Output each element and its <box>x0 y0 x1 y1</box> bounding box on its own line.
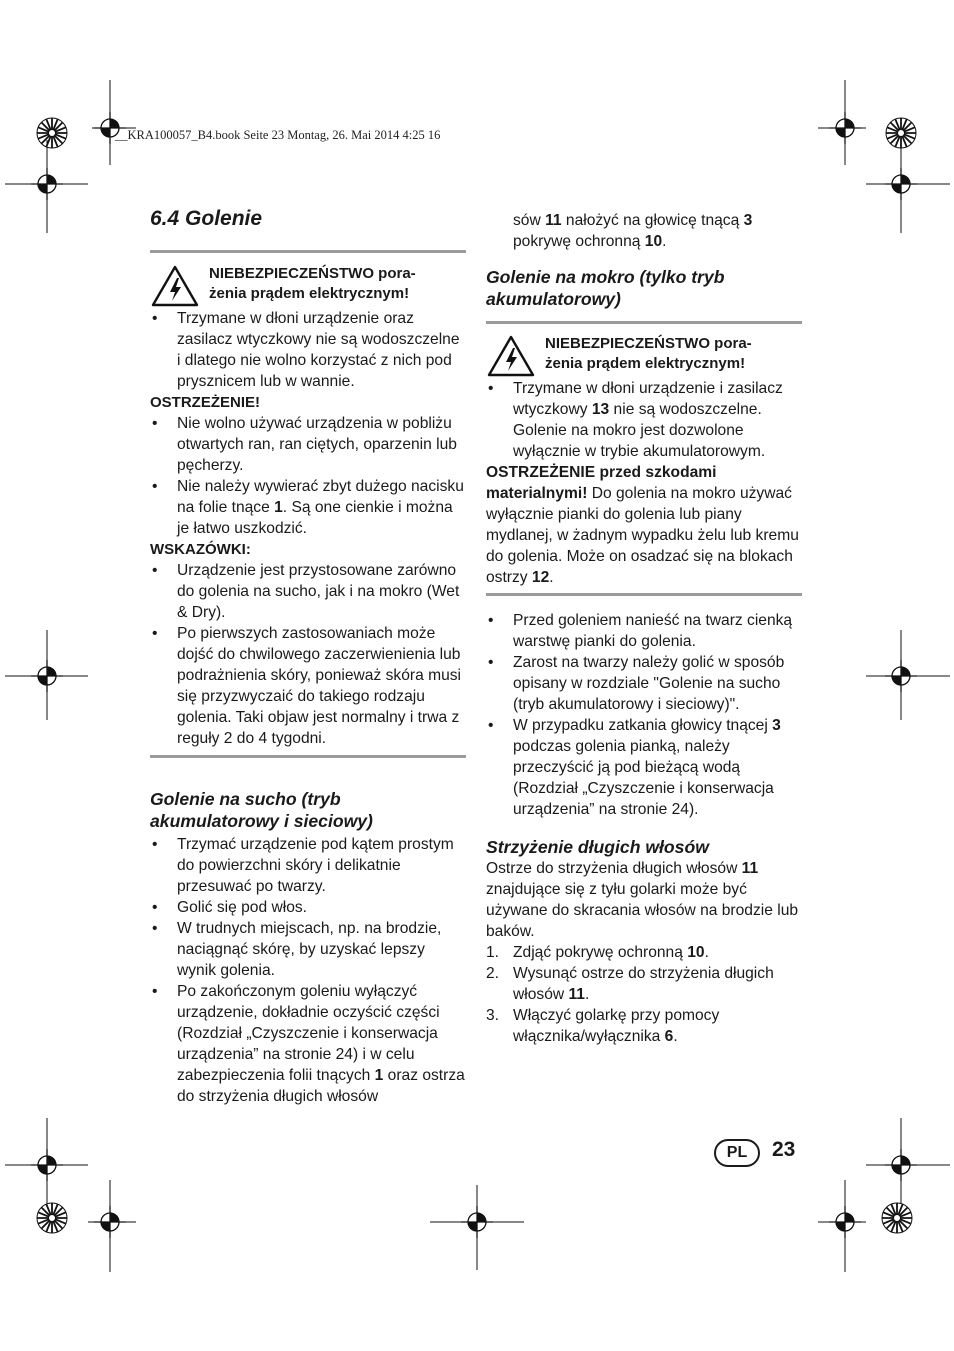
trimming-intro <box>486 858 802 942</box>
text-segment: sów <box>513 212 546 229</box>
step-text: Włączyć golarkę przy pomocy włącznika/wyłącznika <box>513 1007 720 1045</box>
list-item <box>150 476 466 539</box>
list-item-text: Trzymane w dłoni urządzenie i zasilacz wtyczkowy <box>513 380 783 418</box>
list-item-text: oraz ostrza do strzyżenia długich włosów <box>177 1067 465 1105</box>
step-item <box>486 1005 802 1047</box>
tips-list <box>150 560 466 749</box>
danger-title-line2: żenia prądem elektrycznym! <box>209 285 410 302</box>
danger-title-line1: NIEBEZPIECZEŃSTWO pora- <box>209 265 416 282</box>
step-text: . <box>704 944 709 961</box>
step-text: Zdjąć pokrywę ochronną <box>513 944 688 961</box>
right-column-main <box>486 266 802 1047</box>
list-item <box>486 378 802 462</box>
part-number: 3 <box>743 212 753 229</box>
divider <box>150 250 466 253</box>
part-number: 1 <box>274 499 283 516</box>
list-item-text: podczas golenia pianką, należy przeczyścić ją pod bieżącą wodą (Rozdział „Czyszczenie i konserwacja urządzenia” na stronie 24). <box>513 738 774 818</box>
divider <box>486 321 802 324</box>
section-title: 6.4 Golenie <box>150 207 263 230</box>
step-item <box>486 942 802 963</box>
page-number: 23 <box>772 1138 796 1161</box>
danger-title-line1: NIEBEZPIECZEŃSTWO pora- <box>545 335 752 352</box>
part-number: 12 <box>531 569 550 586</box>
part-number: 3 <box>772 717 781 734</box>
trimming-intro-text: Ostrze do strzyżenia długich włosów <box>486 860 742 877</box>
material-warning-text: Do golenia na mokro używać wyłącznie pianki do golenia lub piany mydlanej, w żadnym wypadku żelu lub kremu do golenia. Może on osadzać się na blokach ostrzy <box>486 485 799 586</box>
list-item: • Trzymane w dłoni urządzenie oraz zasilacz wtyczkowy nie są wodoszczelne i dlatego nie wolno korzystać z nich pod prysznicem lub w wannie. <box>150 308 466 392</box>
step-number: 2. <box>486 965 500 982</box>
step-number: 3. <box>486 1007 500 1024</box>
list-item: • W trudnych miejscach, np. na brodzie, naciągnąć skórę, by uzyskać lepszy wynik golenia. <box>150 918 466 981</box>
list-item-text: nie są wodoszczelne. Golenie na mokro jest dozwolone wyłącznie w trybie akumulatorowym. <box>513 401 766 460</box>
divider <box>150 755 466 758</box>
danger-warning <box>150 264 466 308</box>
list-item <box>486 715 802 820</box>
left-column <box>150 208 466 1107</box>
list-item: • Zarost na twarzy należy golić w sposób opisany w rozdziale "Golenie na sucho (tryb akumulatorowy i sieciowy)". <box>486 652 802 715</box>
step-number: 1. <box>486 944 500 961</box>
text-segment: . <box>662 233 667 250</box>
wet-shaving-list <box>486 610 802 820</box>
list-item <box>150 981 466 1107</box>
step-text: Wysunąć ostrze do strzyżenia długich włosów <box>513 965 774 1003</box>
language-badge: PL <box>714 1139 760 1167</box>
step-text: . <box>584 986 590 1003</box>
wet-shaving-heading: Golenie na mokro (tylko tryb akumulatorowy) <box>486 267 725 309</box>
continued-paragraph <box>513 210 803 252</box>
danger-list <box>486 378 802 462</box>
caution-label: OSTRZEŻENIE! <box>150 394 261 411</box>
file-info-header: __KRA100057_B4.book Seite 23 Montag, 26. Mai 2014 4:25 16 <box>115 128 441 142</box>
text-segment: nałożyć na głowicę tnącą <box>561 212 744 229</box>
divider <box>486 593 802 596</box>
list-item-text: . Są one cienkie i można je łatwo uszkodzić. <box>177 499 453 537</box>
trimming-heading: Strzyżenie długich włosów <box>486 837 709 857</box>
part-number: 11 <box>741 860 759 877</box>
text-segment: pokrywę ochronną <box>513 233 645 250</box>
right-column-continuation <box>513 210 803 252</box>
list-item-text: Nie należy wywierać zbyt dużego nacisku na folie tnące <box>177 478 464 516</box>
dry-shaving-heading: Golenie na sucho (tryb akumulatorowy i sieciowy) <box>150 789 373 831</box>
part-number: 1 <box>374 1067 384 1084</box>
danger-list <box>150 308 466 392</box>
danger-title-line2: żenia prądem elektrycznym! <box>545 355 746 372</box>
part-number: 6 <box>664 1028 674 1045</box>
part-number: 10 <box>687 944 705 961</box>
step-item <box>486 963 802 1005</box>
list-item: • Urządzenie jest przystosowane zarówno do golenia na sucho, jak i na mokro (Wet & Dry). <box>150 560 466 623</box>
list-item: • Po pierwszych zastosowaniach może dojść do chwilowego zaczerwienienia lub podrażnienia skóry, ponieważ skóra musi się przyzwyczaić do takiego rodzaju golenia. Taki objaw jest normalny i trwa z reguły 2 do 4 tygodni. <box>150 623 466 749</box>
part-number: 13 <box>591 401 610 418</box>
part-number: 11 <box>568 986 585 1003</box>
list-item: • Golić się pod włos. <box>150 897 466 918</box>
warning-triangle-icon <box>486 334 536 378</box>
list-item-text: W przypadku zatkania głowicy tnącej <box>513 717 773 734</box>
dry-shaving-list <box>150 834 466 1107</box>
list-item: • Nie wolno używać urządzenia w pobliżu otwartych ran, ran ciętych, oparzenin lub pęcherzy. <box>150 413 466 476</box>
danger-warning <box>486 334 802 378</box>
list-item: • Przed goleniem nanieść na twarz cienką warstwę pianki do golenia. <box>486 610 802 652</box>
tips-label: WSKAZÓWKI: <box>150 541 251 558</box>
caution-list <box>150 413 466 539</box>
part-number: 11 <box>545 212 562 229</box>
part-number: 10 <box>644 233 663 250</box>
step-text: . <box>673 1028 678 1045</box>
warning-triangle-icon <box>150 264 200 308</box>
material-warning <box>486 462 802 588</box>
material-warning-label: OSTRZEŻENIE przed szkodami materialnymi! <box>486 464 717 502</box>
trimming-intro-text: znajdujące się z tyłu golarki może być używane do skracania włosów na brodzie lub baków. <box>486 881 799 940</box>
list-item: • Trzymać urządzenie pod kątem prostym do powierzchni skóry i delikatnie przesuwać po twarzy. <box>150 834 466 897</box>
material-warning-text: . <box>549 569 554 586</box>
list-item-text: Po zakończonym goleniu wyłączyć urządzenie, dokładnie oczyścić części (Rozdział „Czyszczenie i konserwacja urządzenia” na stronie 24) i w celu zabezpieczenia folii tnących <box>177 983 440 1084</box>
trimming-steps <box>486 942 802 1047</box>
